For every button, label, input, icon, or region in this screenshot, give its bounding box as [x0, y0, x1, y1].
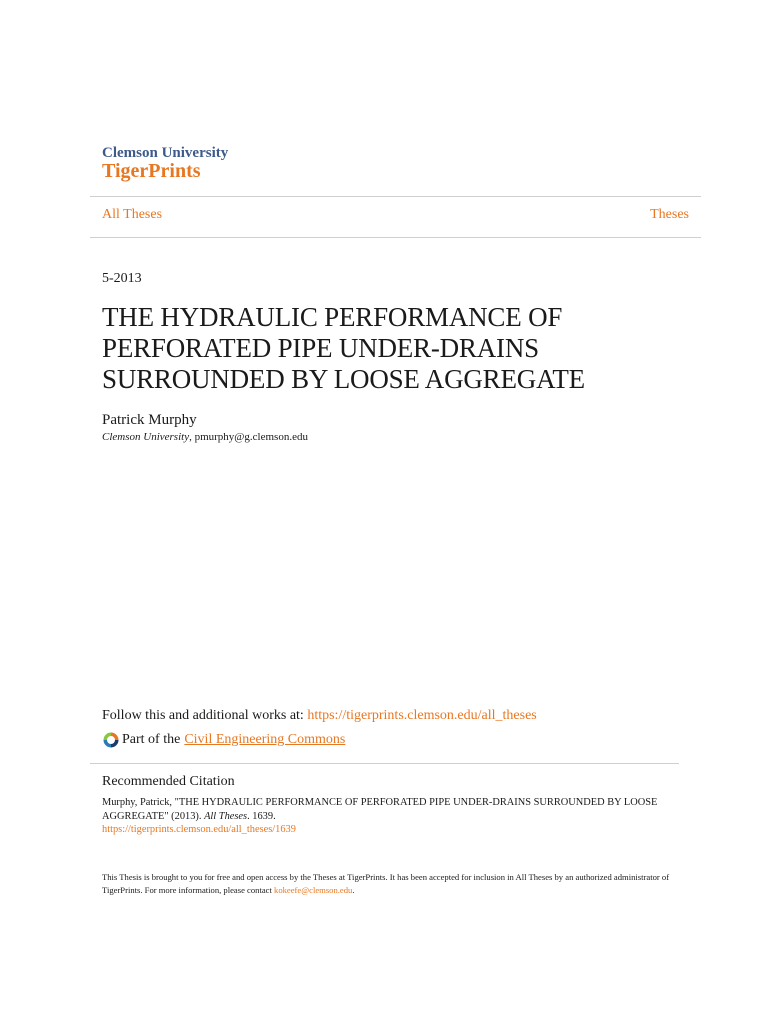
header-divider-bottom	[90, 237, 701, 238]
discipline-link[interactable]: Civil Engineering Commons	[184, 732, 346, 747]
follow-line	[102, 708, 537, 724]
author-name: Patrick Murphy	[102, 412, 197, 428]
commons-network-icon	[102, 731, 120, 749]
citation-body	[102, 796, 662, 837]
document-type-link[interactable]: Theses	[650, 207, 689, 222]
publication-date: 5-2013	[102, 271, 142, 286]
part-of-prefix: Part of the	[122, 732, 181, 747]
citation-url-link[interactable]: https://tigerprints.clemson.edu/all_theses/1639	[102, 824, 296, 835]
notice-text: This Thesis is brought to you for free and open access by the Theses at TigerPrints. It has been accepted for inclusion in All Theses by an authorized administrator of TigerPrints. For more information, please contact	[102, 872, 670, 895]
document-title: THE HYDRAULIC PERFORMANCE OF PERFORATED PIPE UNDER-DRAINS SURROUNDED BY LOOSE AGGREGATE	[102, 302, 585, 394]
follow-prefix: Follow this and additional works at:	[102, 708, 308, 723]
notice-end: .	[352, 885, 355, 895]
citation-number: . 1639.	[247, 810, 276, 822]
citation-text: Murphy, Patrick, "THE HYDRAULIC PERFORMANCE OF PERFORATED PIPE UNDER-DRAINS SURROUNDED BY LOOSE AGGREGATE" (2013).	[102, 797, 658, 822]
follow-url-link[interactable]: https://tigerprints.clemson.edu/all_theses	[307, 708, 537, 723]
access-notice	[102, 871, 682, 897]
part-of-line	[102, 731, 345, 749]
citation-heading: Recommended Citation	[102, 774, 235, 789]
author-email: , pmurphy@g.clemson.edu	[189, 431, 308, 443]
collection-link[interactable]: All Theses	[102, 207, 163, 222]
header-divider-top	[90, 196, 701, 197]
affiliation-institution: Clemson University	[102, 431, 190, 443]
institution-name: Clemson University	[102, 145, 229, 161]
repository-name[interactable]: TigerPrints	[102, 160, 201, 182]
contact-email-link[interactable]: kokeefe@clemson.edu	[274, 885, 353, 895]
citation-divider	[90, 763, 679, 764]
author-affiliation	[102, 431, 308, 443]
citation-series: All Theses	[204, 810, 248, 822]
